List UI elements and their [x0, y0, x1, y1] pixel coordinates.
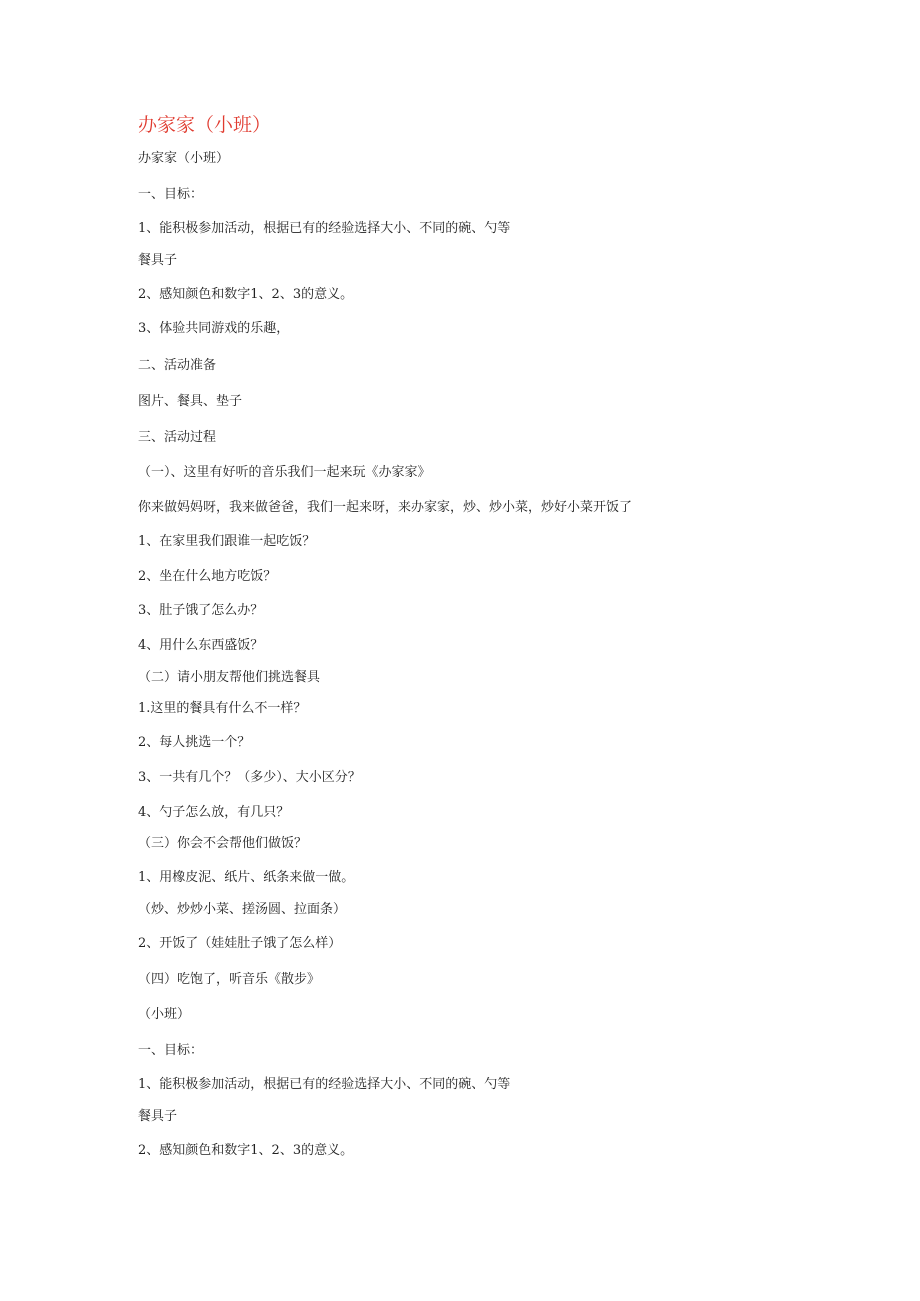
- text-line: 一、目标：: [138, 187, 204, 202]
- text-line: 图片、餐具、垫子: [138, 394, 243, 409]
- text-line: 1、在家里我们跟谁一起吃饭？: [138, 534, 316, 549]
- text-line: 1、能积极参加活动，根据已有的经验选择大小、不同的碗、勺等: [138, 1077, 511, 1092]
- text-line: 3、肚子饿了怎么办？: [138, 603, 264, 618]
- text-line: 一、目标：: [138, 1043, 204, 1058]
- text-line: 1、用橡皮泥、纸片、纸条来做一做。: [138, 870, 355, 885]
- text-line: 餐具子: [138, 253, 178, 268]
- text-line: 三、活动过程: [138, 430, 217, 445]
- text-line: 二、活动准备: [138, 358, 217, 373]
- text-line: 2、坐在什么地方吃饭？: [138, 569, 277, 584]
- text-line: 你来做妈妈呀，我来做爸爸，我们一起来呀，来办家家，炒、炒小菜，炒好小菜开饭了: [138, 500, 633, 515]
- text-line: 2、每人挑选一个？: [138, 735, 251, 750]
- text-line: 办家家（小班）: [138, 151, 230, 166]
- text-line: 1、能积极参加活动，根据已有的经验选择大小、不同的碗、勺等: [138, 221, 511, 236]
- text-line: （一）、这里有好听的音乐我们一起来玩《办家家》: [138, 465, 431, 480]
- text-line: 餐具子: [138, 1109, 178, 1124]
- text-line: 1.这里的餐具有什么不一样？: [138, 701, 307, 716]
- text-line: 2、感知颜色和数字1、2、3的意义。: [138, 1143, 354, 1158]
- text-line: （四）吃饱了，听音乐《散步》: [138, 972, 321, 987]
- text-line: （三）你会不会帮他们做饭？: [138, 836, 308, 851]
- text-line: （小班）: [138, 1007, 191, 1022]
- text-line: 4、勺子怎么放，有几只？: [138, 805, 290, 820]
- document-title: 办家家（小班）: [138, 114, 272, 136]
- text-line: 2、开饭了（娃娃肚子饿了怎么样）: [138, 936, 342, 951]
- text-line: 3、体验共同游戏的乐趣，: [138, 321, 290, 336]
- text-line: 3、一共有几个？（多少）、大小区分？: [138, 770, 361, 785]
- text-line: （二）请小朋友帮他们挑选餐具: [138, 670, 321, 685]
- text-line: 2、感知颜色和数字1、2、3的意义。: [138, 287, 354, 302]
- text-line: （炒、炒炒小菜、搓汤圆、拉面条）: [138, 902, 347, 917]
- text-line: 4、用什么东西盛饭？: [138, 638, 264, 653]
